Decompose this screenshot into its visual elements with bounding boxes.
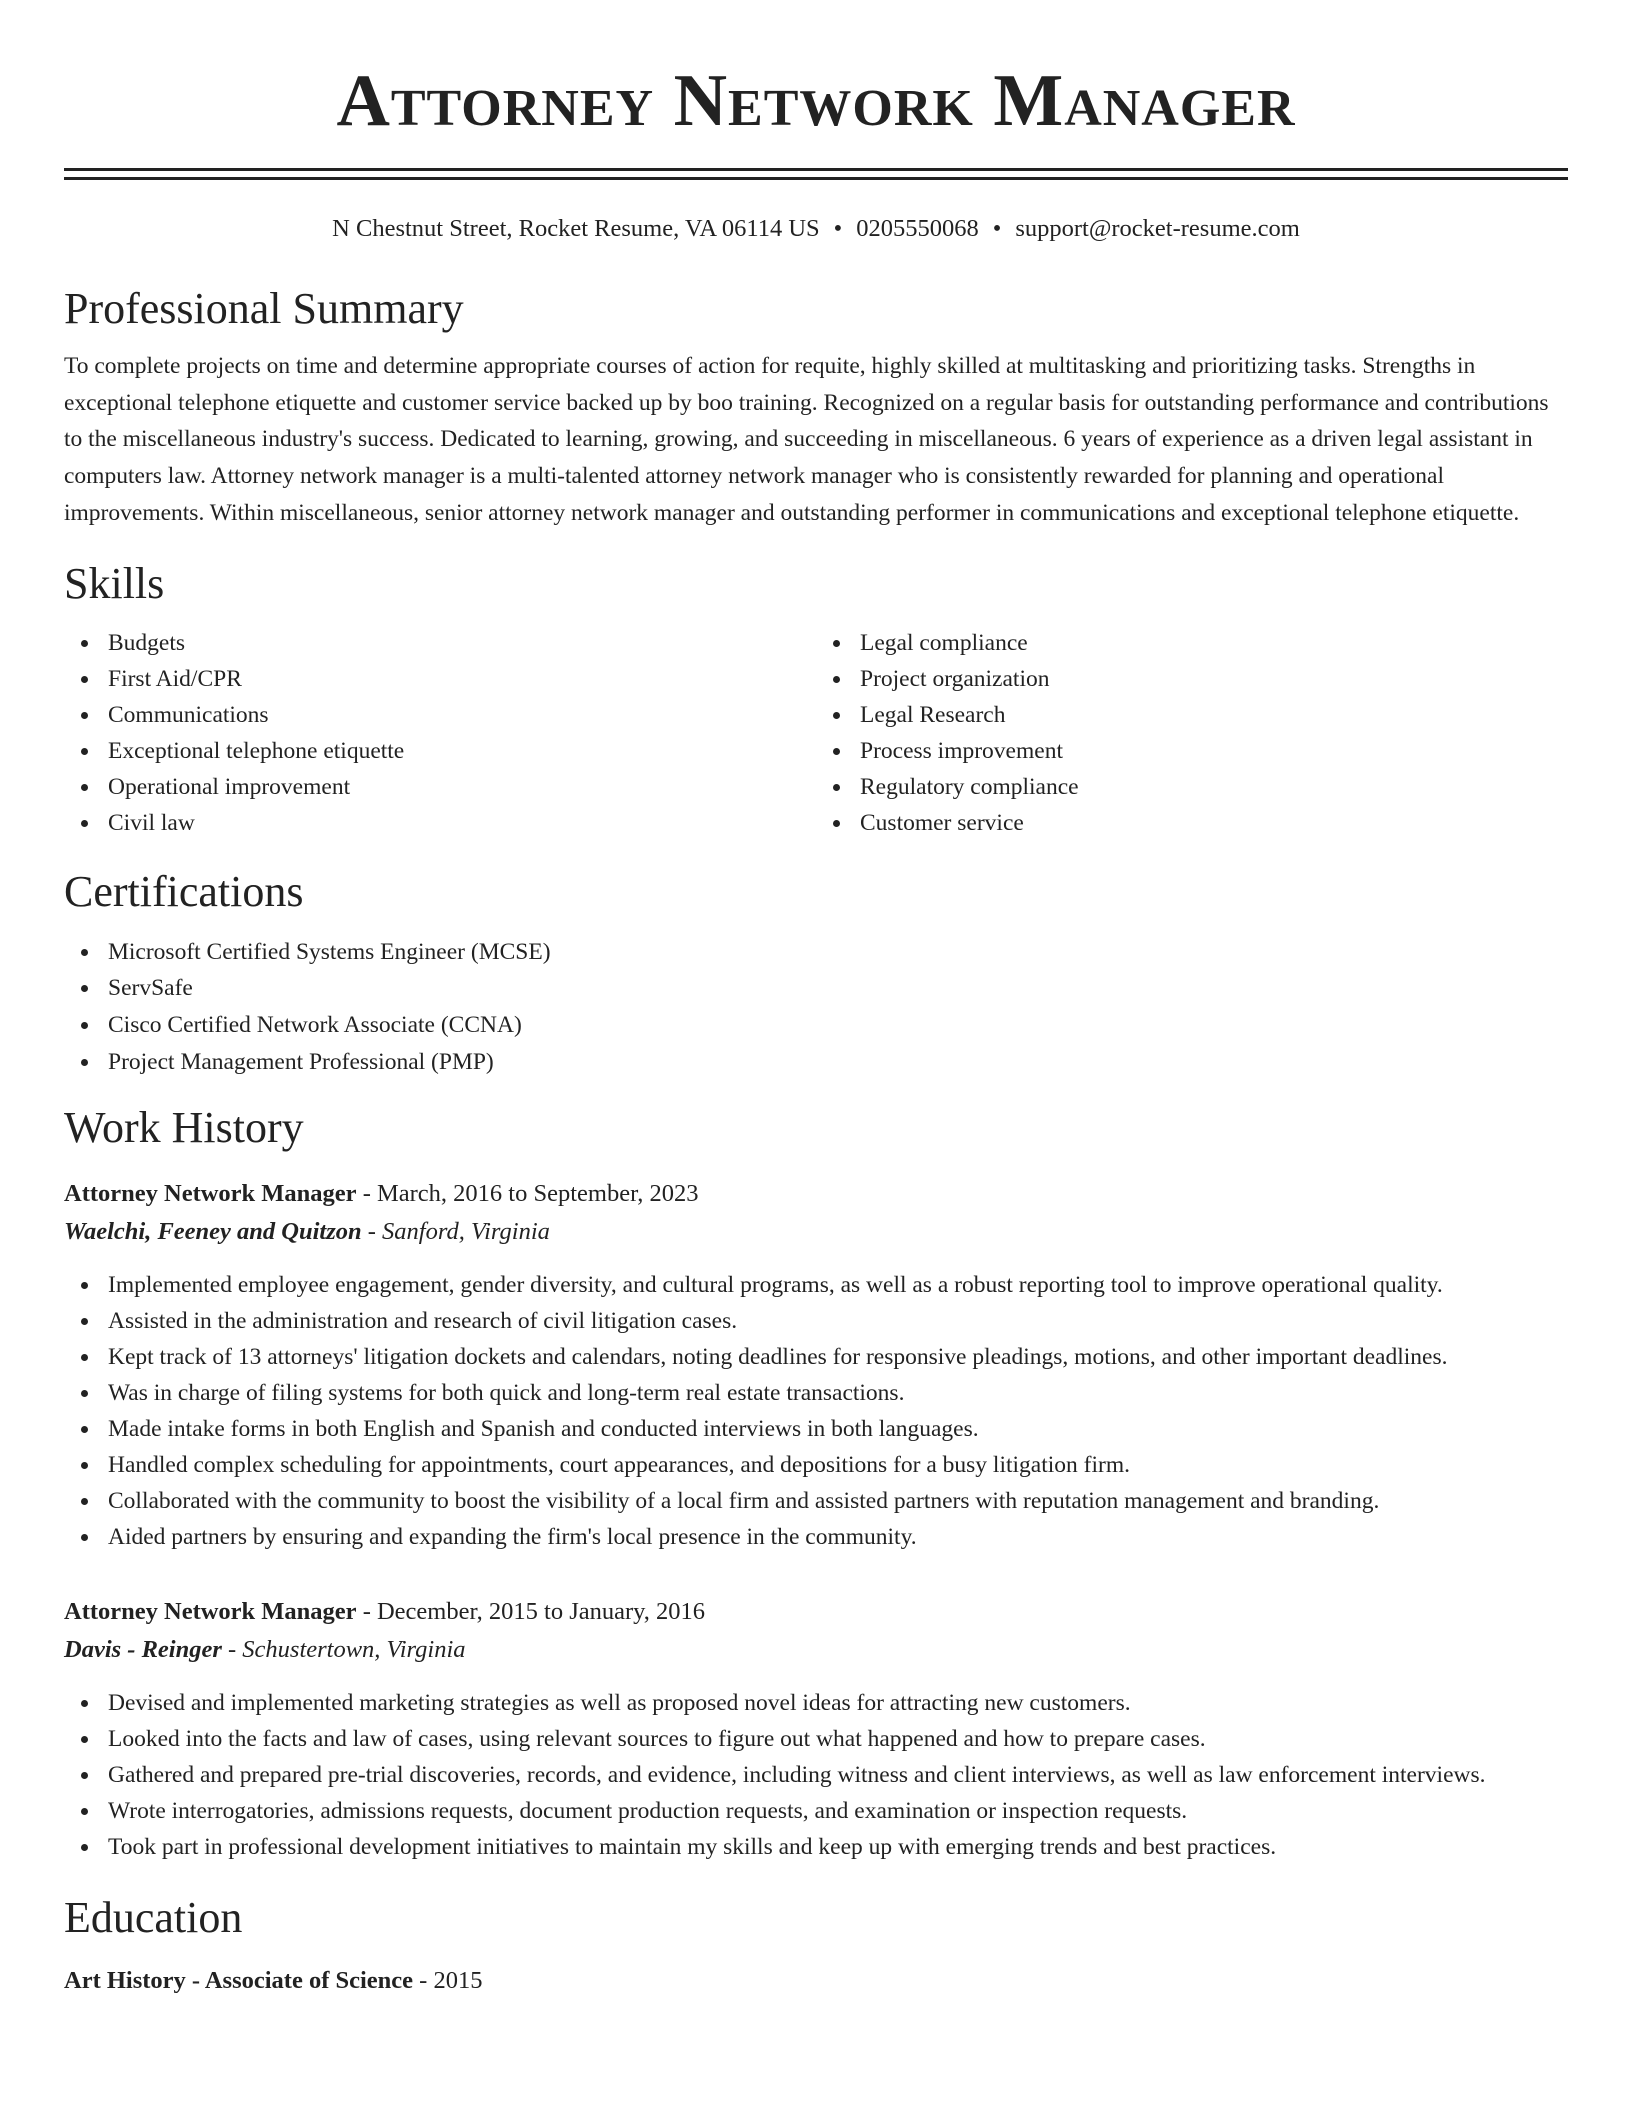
certifications-list xyxy=(64,934,1568,1081)
contact-address: N Chestnut Street, Rocket Resume, VA 06114 US xyxy=(332,215,820,242)
job-duty: Aided partners by ensuring and expanding the firm's local presence in the community. xyxy=(64,1519,1568,1555)
job-dates: - March, 2016 to September, 2023 xyxy=(356,1180,699,1208)
job-duty: Made intake forms in both English and Spanish and conducted interviews in both languages. xyxy=(64,1411,1568,1447)
job-duty: Devised and implemented marketing strategies as well as proposed novel ideas for attracting new customers. xyxy=(64,1685,1568,1721)
summary-heading: Professional Summary xyxy=(64,284,464,333)
skill-item: Civil law xyxy=(64,805,816,841)
job-entry xyxy=(64,1175,1568,1555)
skills-list-right xyxy=(816,625,1568,841)
education-year: - 2015 xyxy=(413,1967,483,1995)
job-duties-list xyxy=(64,1685,1568,1865)
work-history-heading: Work History xyxy=(64,1103,304,1153)
skill-item: Exceptional telephone etiquette xyxy=(64,733,816,769)
skill-item: First Aid/CPR xyxy=(64,661,816,697)
job-dates: - December, 2015 to January, 2016 xyxy=(356,1598,706,1626)
skills-list-left xyxy=(64,625,816,841)
job-duties-list xyxy=(64,1267,1568,1555)
contact-phone: 0205550068 xyxy=(856,215,979,242)
job-title-line xyxy=(64,1175,1568,1213)
skill-item: Process improvement xyxy=(816,733,1568,769)
job-title-line xyxy=(64,1593,1568,1631)
skill-item: Regulatory compliance xyxy=(816,769,1568,805)
job-company-line xyxy=(64,1213,1568,1251)
resume-name: Attorney Network Manager xyxy=(336,60,1296,142)
skill-item: Legal compliance xyxy=(816,625,1568,661)
job-location: - Sanford, Virginia xyxy=(361,1218,550,1246)
certification-item: Cisco Certified Network Associate (CCNA) xyxy=(64,1007,1568,1044)
skill-item: Legal Research xyxy=(816,697,1568,733)
job-location: - Schustertown, Virginia xyxy=(221,1636,466,1664)
contact-email[interactable]: support@rocket-resume.com xyxy=(1015,215,1300,242)
skills-columns xyxy=(64,625,1568,841)
skill-item: Operational improvement xyxy=(64,769,816,805)
job-duty: Wrote interrogatories, admissions requests, document production requests, and examination or inspection requests. xyxy=(64,1793,1568,1829)
certification-item: Project Management Professional (PMP) xyxy=(64,1044,1568,1081)
job-title: Attorney Network Manager xyxy=(64,1180,357,1208)
skill-item: Customer service xyxy=(816,805,1568,841)
job-duty: Assisted in the administration and research of civil litigation cases. xyxy=(64,1303,1568,1339)
summary-text: To complete projects on time and determine appropriate courses of action for requite, highly skilled at multitasking and prioritizing tasks. Strengths in exceptional telephone etiquette and customer service backed up by boo training. Recognized on a regular basis for outstanding performance and contributions to the miscellaneous industry's success. Dedicated to learning, growing, and succeeding in miscellaneous. 6 years of experience as a driven legal assistant in computers law. Attorney network manager is a multi-talented attorney network manager who is consistently rewarded for planning and operational improvements. Within miscellaneous, senior attorney network manager and outstanding performer in communications and exceptional telephone etiquette. xyxy=(64,353,1549,526)
skill-item: Project organization xyxy=(816,661,1568,697)
education-degree: Art History - Associate of Science xyxy=(64,1967,414,1995)
job-duty: Kept track of 13 attorneys' litigation dockets and calendars, noting deadlines for responsive pleadings, motions, and other important deadlines. xyxy=(64,1339,1568,1375)
job-duty: Looked into the facts and law of cases, using relevant sources to figure out what happened and how to prepare cases. xyxy=(64,1721,1568,1757)
skill-item: Budgets xyxy=(64,625,816,661)
job-duty: Was in charge of filing systems for both quick and long-term real estate transactions. xyxy=(64,1375,1568,1411)
job-title: Attorney Network Manager xyxy=(64,1598,357,1626)
certification-item: ServSafe xyxy=(64,970,1568,1007)
education-heading: Education xyxy=(64,1893,243,1943)
job-duty: Gathered and prepared pre-trial discoveries, records, and evidence, including witness and client interviews, as well as law enforcement interviews. xyxy=(64,1757,1568,1793)
job-duty: Implemented employee engagement, gender diversity, and cultural programs, as well as a robust reporting tool to improve operational quality. xyxy=(64,1267,1568,1303)
skill-item: Communications xyxy=(64,697,816,733)
job-duty: Took part in professional development initiatives to maintain my skills and keep up with emerging trends and best practices. xyxy=(64,1829,1568,1865)
job-entry xyxy=(64,1593,1568,1865)
certification-item: Microsoft Certified Systems Engineer (MCSE) xyxy=(64,934,1568,971)
contact-separator: • xyxy=(992,215,1002,242)
job-company: Davis - Reinger xyxy=(64,1636,222,1664)
job-company-line xyxy=(64,1631,1568,1669)
job-duty: Collaborated with the community to boost the visibility of a local firm and assisted partners with reputation management and branding. xyxy=(64,1483,1568,1519)
header-double-rule xyxy=(64,168,1568,180)
job-duty: Handled complex scheduling for appointments, court appearances, and depositions for a busy litigation firm. xyxy=(64,1447,1568,1483)
education-entry xyxy=(64,1962,1568,2000)
contact-line xyxy=(64,214,1568,244)
contact-separator: • xyxy=(833,215,843,242)
certifications-heading: Certifications xyxy=(64,866,304,916)
skills-heading: Skills xyxy=(64,558,165,608)
job-company: Waelchi, Feeney and Quitzon xyxy=(64,1218,362,1246)
